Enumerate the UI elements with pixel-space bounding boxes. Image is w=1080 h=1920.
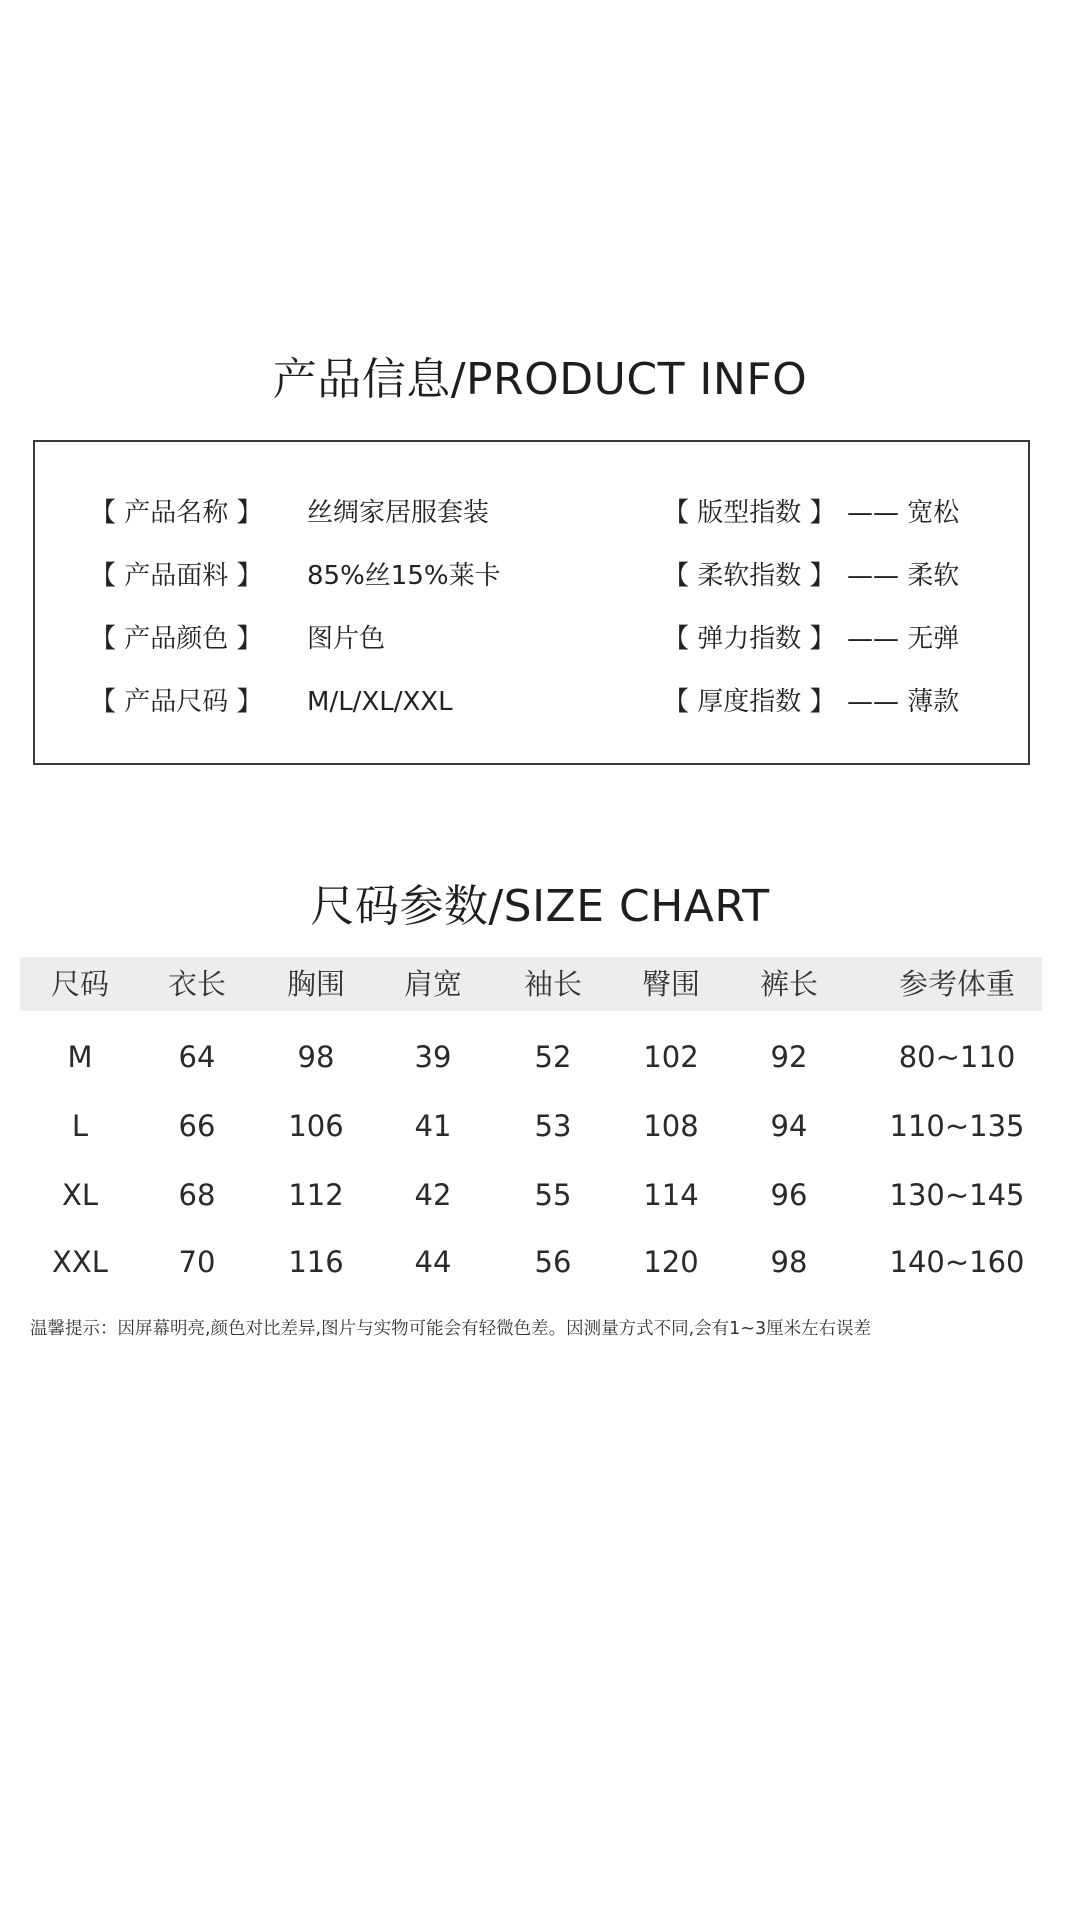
size-table-cell: 41	[414, 1109, 452, 1143]
size-table-cell: M	[67, 1040, 93, 1074]
size-table-cell: XXL	[52, 1245, 108, 1279]
size-header-cell: 袖长	[523, 967, 583, 1001]
size-chart-title: 尺码参数/SIZE CHART	[310, 881, 770, 932]
product-info-title: 产品信息/PRODUCT INFO	[272, 354, 808, 405]
size-table-cell: 92	[770, 1040, 808, 1074]
size-table-cell: 39	[414, 1040, 452, 1074]
size-table-cell: 120	[643, 1245, 699, 1279]
size-table-cell: 98	[297, 1040, 335, 1074]
size-table-cell: 52	[534, 1040, 572, 1074]
info-value-softness: —— 柔软	[847, 561, 960, 591]
size-header-cell: 尺码	[50, 967, 110, 1001]
size-header-cell: 参考体重	[898, 967, 1016, 1001]
size-table-cell: 70	[178, 1245, 216, 1279]
size-table-cell: 98	[770, 1245, 808, 1279]
product-info-box	[33, 440, 1030, 765]
size-table-cell: 96	[770, 1178, 808, 1212]
size-table-cell: 102	[643, 1040, 699, 1074]
size-header-cell: 衣长	[167, 967, 227, 1001]
size-table-cell: 55	[534, 1178, 572, 1212]
info-value-fit: —— 宽松	[847, 498, 960, 528]
info-value-elasticity: —— 无弹	[847, 624, 960, 654]
size-table-cell: 80~110	[898, 1040, 1016, 1074]
size-table-cell: XL	[61, 1178, 99, 1212]
size-table-cell: 108	[643, 1109, 699, 1143]
size-table-cell: 106	[288, 1109, 344, 1143]
size-table-cell: 66	[178, 1109, 216, 1143]
size-header-cell: 胸围	[286, 967, 346, 1001]
size-header-cell: 臀围	[641, 967, 701, 1001]
size-table-cell: 64	[178, 1040, 216, 1074]
info-label-elasticity: 【 弹力指数 】	[663, 624, 836, 654]
size-table-cell: 140~160	[889, 1245, 1025, 1279]
info-value-size: M/L/XL/XXL	[307, 687, 453, 717]
size-header-cell: 肩宽	[403, 967, 463, 1001]
info-label-fit: 【 版型指数 】	[663, 498, 836, 528]
warm-tip: 温馨提示：因屏幕明亮,颜色对比差异,图片与实物可能会有轻微色差。因测量方式不同,会有1~3厘米左右误差	[30, 1319, 872, 1339]
size-table-cell: 44	[414, 1245, 452, 1279]
size-table-cell: 110~135	[889, 1109, 1025, 1143]
size-table-cell: 130~145	[889, 1178, 1025, 1212]
size-table-cell: 56	[534, 1245, 572, 1279]
size-table-cell: 112	[288, 1178, 344, 1212]
info-value-name: 丝绸家居服套装	[307, 498, 490, 528]
size-table-cell: 114	[643, 1178, 699, 1212]
info-value-thickness: —— 薄款	[847, 687, 960, 717]
info-label-color: 【 产品颜色 】	[90, 624, 263, 654]
info-label-size: 【 产品尺码 】	[90, 687, 263, 717]
info-value-color: 图片色	[307, 624, 386, 654]
size-table-cell: L	[71, 1109, 89, 1143]
size-table-cell: 42	[414, 1178, 452, 1212]
size-table-cell: 116	[288, 1245, 344, 1279]
size-table-cell: 94	[770, 1109, 808, 1143]
info-label-softness: 【 柔软指数 】	[663, 561, 836, 591]
size-table-cell: 53	[534, 1109, 572, 1143]
info-value-fabric: 85%丝15%莱卡	[307, 561, 501, 591]
size-table-cell: 68	[178, 1178, 216, 1212]
size-header-cell: 裤长	[759, 967, 819, 1001]
info-label-thickness: 【 厚度指数 】	[663, 687, 836, 717]
info-label-name: 【 产品名称 】	[90, 498, 263, 528]
info-label-fabric: 【 产品面料 】	[90, 561, 263, 591]
